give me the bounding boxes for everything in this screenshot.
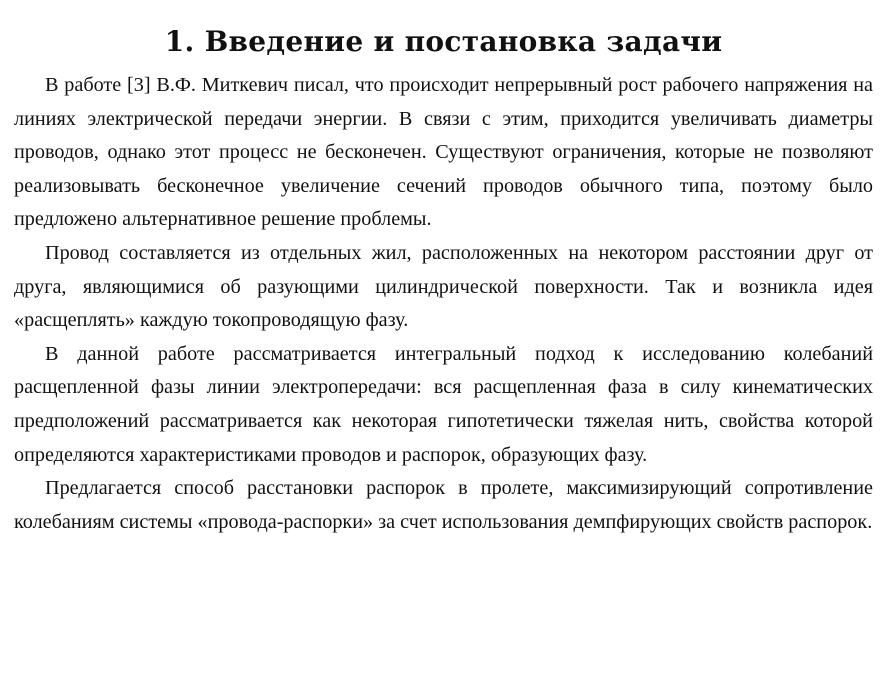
section-body xyxy=(14,69,873,539)
paragraph-2: Провод составляется из отдельных жил, расположенных на некотором расстоянии друг от друга, являющимися об разующими цилиндрической поверхности. Так и возникла идея «расщеплять» каждую токопроводящую фазу. xyxy=(14,241,873,332)
section-heading xyxy=(0,22,887,62)
section-number: 1. xyxy=(164,24,195,58)
paragraph-4: Предлагается способ расстановки распорок в пролете, максимизирующий сопротивление колебаниям системы «провода-распорки» за счет использования демпфирующих свойств распорок. xyxy=(14,477,873,533)
paragraph-3: В данной работе рассматривается интегральный подход к исследованию колебаний расщепленной фазы линии электропередачи: вся расщепленная фаза в силу кинематических предположений рассматривается как некоторая гипотетически тяжелая нить, свойства которой определяются характеристиками проводов и распорок, образующих фазу. xyxy=(14,342,873,466)
section-title: Введение и постановка задачи xyxy=(204,24,723,58)
paragraph-1 xyxy=(14,69,873,237)
citation-link[interactable]: [3] xyxy=(127,74,151,96)
paragraph-1-lead: В работе xyxy=(45,74,128,96)
paragraph-1-rest: В.Ф. Миткевич писал, что происходит непрерывный рост рабочего напряжения на линиях электрической передачи энергии. В связи с этим, приходится увеличивать диаметры проводов, однако этот процесс не бесконечен. Существуют ограничения, которые не позволяют реализовывать бесконечное увеличение сечений проводов обычного типа, поэтому было предложено альтернативное решение проблемы. xyxy=(14,74,874,231)
